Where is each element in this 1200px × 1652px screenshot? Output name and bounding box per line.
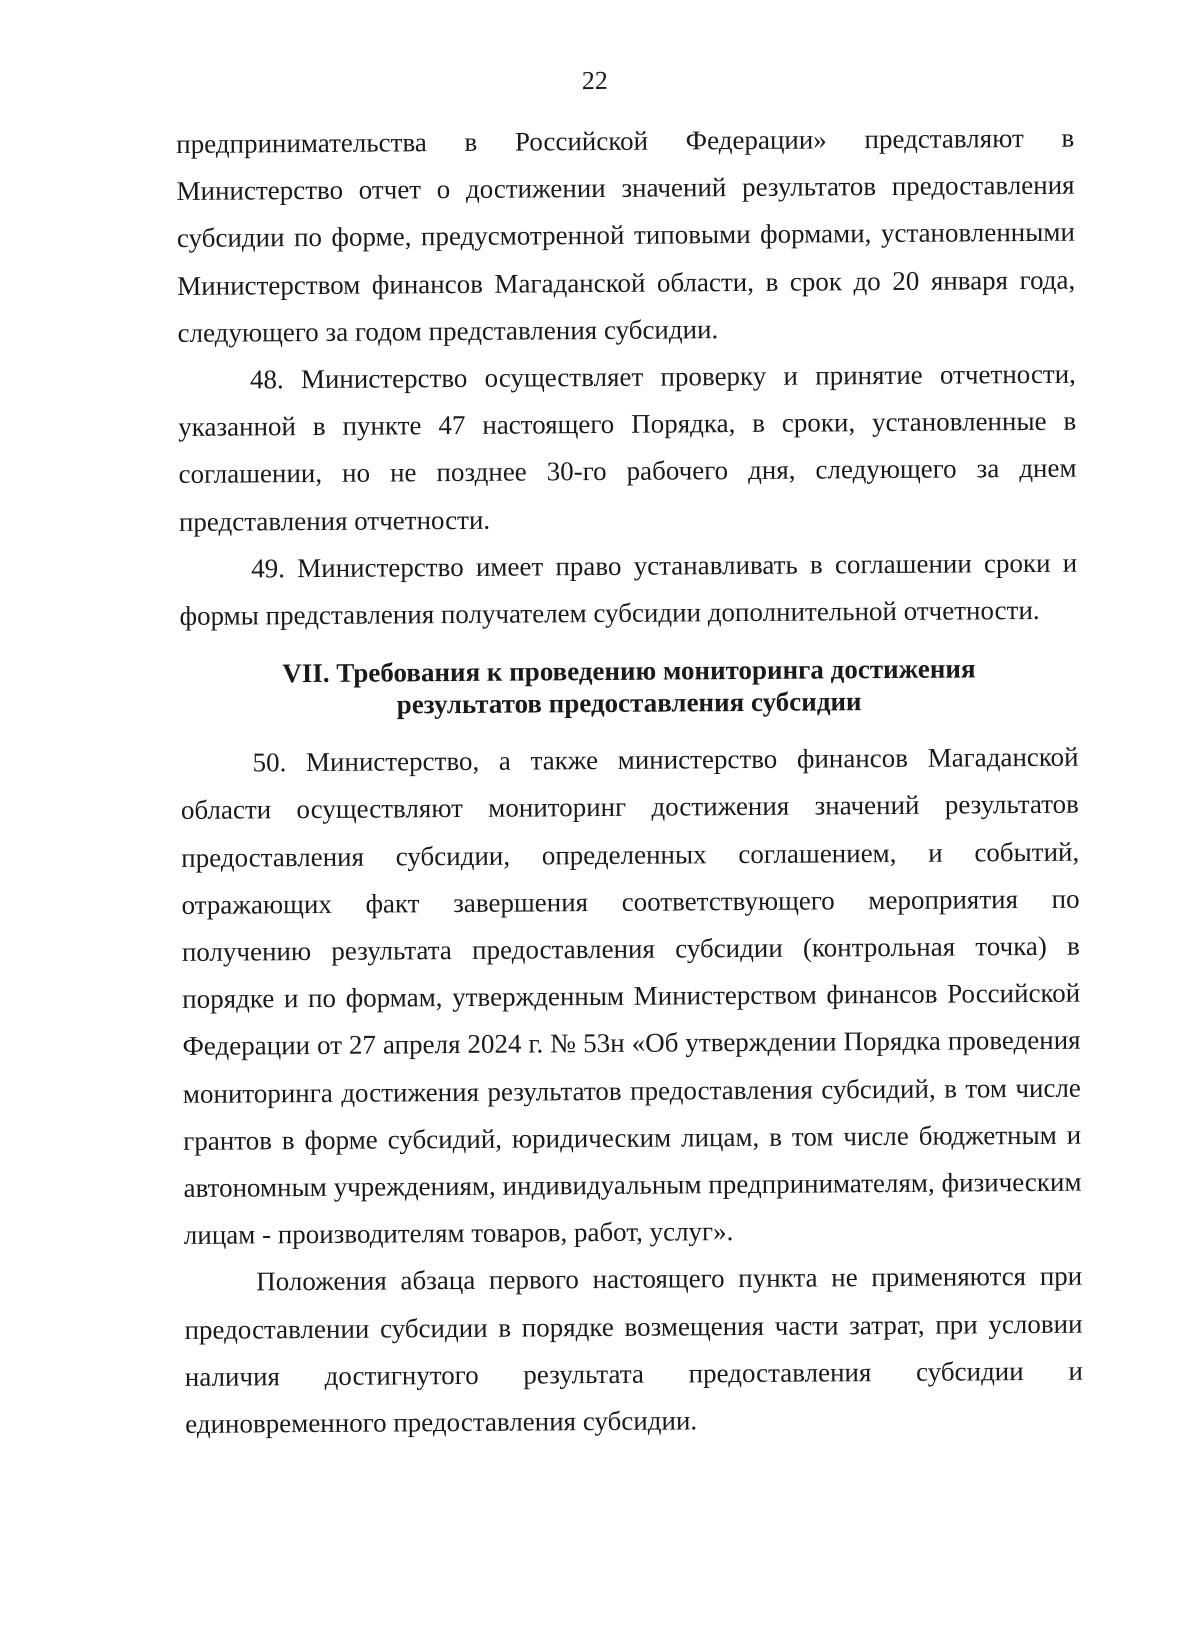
paragraph-50-second: Положения абзаца первого настоящего пункта не применяются при предоставлении субсидии в порядке возмещения части затрат, при условии наличия достигнутого результата предоставления субсидии и единовременного предоставления субсидии. — [184, 1261, 1083, 1439]
page-number: 22 — [581, 65, 608, 96]
section-heading-line-1: VII. Требования к проведению мониторинга достижения — [282, 653, 976, 689]
document-body — [176, 115, 1083, 1449]
paragraph-49: 49. Министерство имеет право устанавливать в соглашении сроки и формы представления получателем субсидии дополнительной отчетности. — [179, 547, 1078, 631]
section-heading — [180, 652, 1078, 722]
paragraph-47-continuation: предпринимательства в Российской Федерации» представляют в Министерство отчет о достижении значений результатов предоставления субсидии по форме, предусмотренной типовыми формами, установленными Министерством финансов Магаданской области, в срок до 20 января года, следующего за годом представления субсидии. — [176, 122, 1076, 348]
paragraph-50: 50. Министерство, а также министерство финансов Магаданской области осуществляют мониторинг достижения значений результатов предоставления субсидии, определенных соглашением, и событий, отражающих факт завершения соответствующего мероприятия по получению результата предоставления субсидии (контрольная точка) в порядке и по формам, утвержденным Министерством финансов Российской Федерации от 27 апреля 2024 г. № 53н «Об утверждении Порядка проведения мониторинга достижения результатов предоставления субсидий, в том числе грантов в форме субсидий, юридическим лицам, в том числе бюджетным и автономным учреждениям, индивидуальным предпринимателям, физическим лицам - производителям товаров, работ, услуг». — [180, 741, 1082, 1251]
paragraph-48: 48. Министерство осуществляет проверку и принятие отчетности, указанной в пункте 47 настоящего Порядка, в сроки, установленные в соглашении, но не позднее 30-го рабочего дня, следующего за днем представления отчетности. — [178, 358, 1077, 537]
section-heading-line-2: результатов предоставления субсидии — [396, 686, 862, 720]
